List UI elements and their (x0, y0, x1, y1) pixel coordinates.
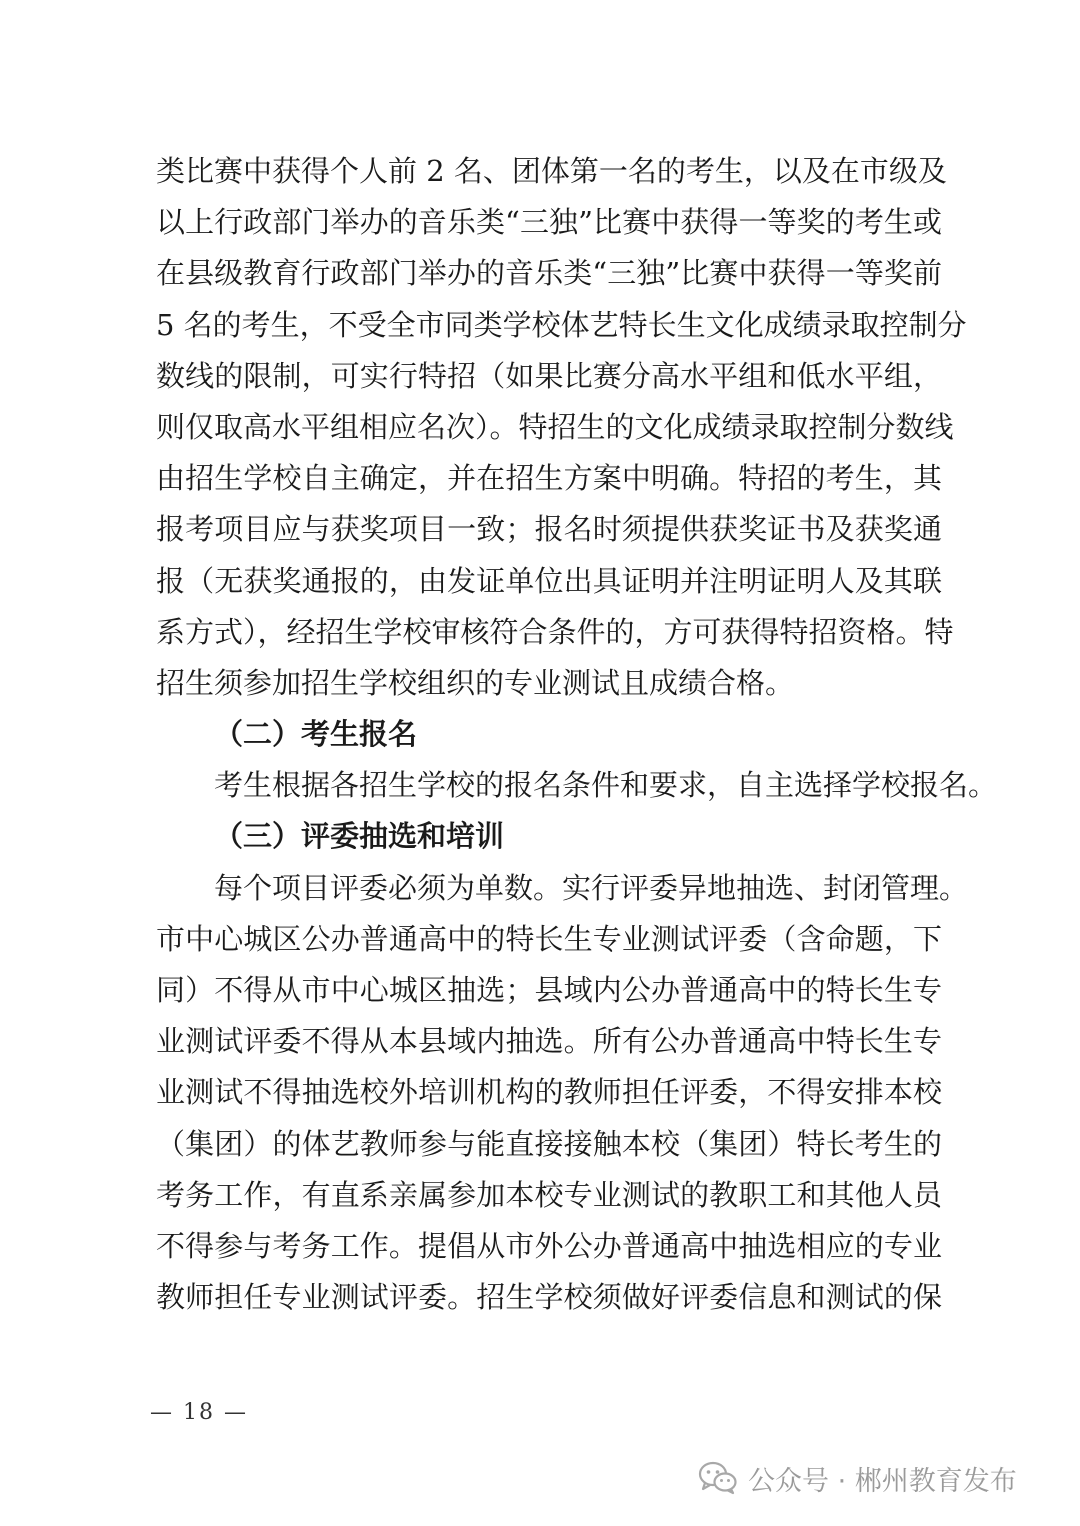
text-line: 教师担任专业测试评委。招生学校须做好评委信息和测试的保 (156, 1280, 942, 1315)
page-number: — 18 — (150, 1400, 248, 1425)
section-heading-judges: （三）评委抽选和培训 (214, 819, 505, 854)
wechat-icon (698, 1461, 738, 1495)
text-line: 业测试评委不得从本县域内抽选。所有公办普通高中特长生专 (156, 1024, 942, 1059)
watermark-text: 公众号 · 郴州教育发布 (748, 1465, 1017, 1497)
text-line: 由招生学校自主确定，并在招生方案中明确。特招的考生，其 (156, 461, 942, 496)
text-line: 同）不得从市中心城区抽选；县域内公办普通高中的特长生专 (156, 973, 942, 1007)
text-line: 市中心城区公办普通高中的特长生专业测试评委（含命题，下 (156, 921, 942, 956)
text-line: 不得参与考务工作。提倡从市外公办普通高中抽选相应的专业 (156, 1228, 942, 1263)
section-heading-registration: （二）考生报名 (214, 717, 418, 752)
text-line: 考生根据各招生学校的报名条件和要求，自主选择学校报名。 (214, 768, 998, 803)
text-line: 以上行政部门举办的音乐类“三独”比赛中获得一等奖的考生或 (156, 205, 942, 240)
text-line: （集团）的体艺教师参与能直接接触本校（集团）特长考生的 (156, 1126, 942, 1161)
text-line: 在县级教育行政部门举办的音乐类“三独”比赛中获得一等奖前 (156, 256, 942, 291)
text-line: 类比赛中获得个人前 2 名、团体第一名的考生，以及在市级及 (156, 154, 947, 188)
wechat-watermark (698, 1456, 1017, 1500)
text-line: 报考项目应与获奖项目一致；报名时须提供获奖证书及获奖通 (156, 512, 942, 547)
text-line: 则仅取高水平组相应名次）。特招生的文化成绩录取控制分数线 (156, 409, 954, 444)
text-line: 业测试不得抽选校外培训机构的教师担任评委，不得安排本校 (156, 1075, 942, 1110)
text-line: 数线的限制，可实行特招（如果比赛分高水平组和低水平组， (156, 358, 942, 393)
text-line: 每个项目评委必须为单数。实行评委异地抽选、封闭管理。 (214, 870, 969, 905)
text-line: 5 名的考生，不受全市同类学校体艺特长生文化成绩录取控制分 (156, 307, 967, 342)
text-line: 报（无获奖通报的，由发证单位出具证明并注明证明人及其联 (156, 563, 942, 598)
text-line: 系方式），经招生学校审核符合条件的，方可获得特招资格。特 (156, 614, 954, 649)
text-line: 招生须参加招生学校组织的专业测试且成绩合格。 (156, 665, 795, 700)
text-line: 考务工作，有直系亲属参加本校专业测试的教职工和其他人员 (156, 1177, 942, 1212)
paragraph-continuation (156, 146, 998, 1323)
